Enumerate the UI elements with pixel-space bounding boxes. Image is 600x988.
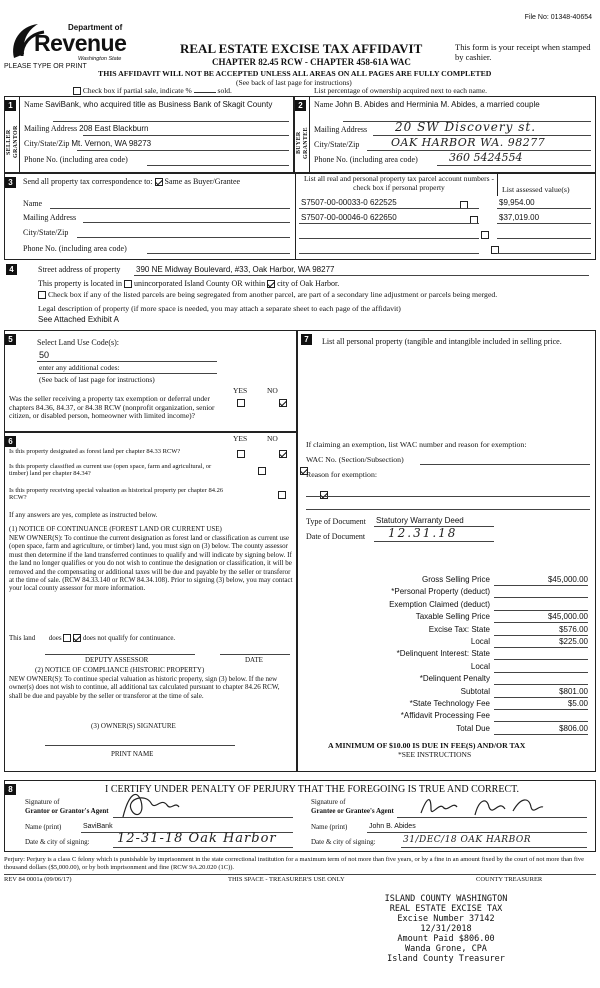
perjury-note: Perjury: Perjury is a class C felony which is punishable by imprisonment in the state correctional institution for a maximum term of not more than five years, or by a fine in an amount fixed by the court of not more than five thousand dollars ($5,000.00), or by both imprisonment and fine (RCW 9A.20.020 (1C)). xyxy=(4,856,584,872)
warning-text: THIS AFFIDAVIT WILL NOT BE ACCEPTED UNLESS ALL AREAS ON ALL PAGES ARE FULLY COMPLETED xyxy=(98,69,492,78)
partial-sale-row xyxy=(73,87,232,96)
buyer-name-label: Name xyxy=(314,100,334,109)
forest-no-checkbox[interactable] xyxy=(279,450,287,458)
calc-label: *Affidavit Processing Fee xyxy=(400,711,490,721)
reason-field[interactable] xyxy=(306,496,590,497)
unincorporated-label: unincorporated Island County OR within xyxy=(133,279,266,288)
section-number-4: 4 xyxy=(6,264,17,275)
same-as-buyer-checkbox[interactable] xyxy=(155,178,163,186)
calc-row xyxy=(298,674,594,686)
treasurer-stamp xyxy=(356,894,536,964)
section-number-2: 2 xyxy=(295,100,306,111)
calc-row xyxy=(298,699,594,711)
calc-row xyxy=(298,612,594,624)
does-not-label: does not xyxy=(82,634,107,642)
parcel-3-value-field[interactable] xyxy=(497,238,591,239)
dor-logo xyxy=(8,20,128,68)
section-property xyxy=(4,262,596,330)
sold-label: sold. xyxy=(217,86,232,95)
calc-value[interactable]: $806.00 xyxy=(494,724,588,735)
s6-yes-header: YES xyxy=(233,434,248,443)
section-number-5: 5 xyxy=(5,334,16,345)
buyer-name-value[interactable]: John B. Abides and Herminia M. Abides, a married couple xyxy=(335,100,540,109)
section-number-8: 8 xyxy=(5,784,16,795)
forest-yes-checkbox[interactable] xyxy=(237,450,245,458)
grantee-date-label: Date & city of signing: xyxy=(311,838,376,846)
see-back-note: (See back of last page for instructions) xyxy=(236,78,352,87)
parcel-1-value[interactable]: $9,954.00 xyxy=(499,198,535,207)
seller-mail-label: Mailing Address xyxy=(24,124,78,133)
seller-name-label: Name xyxy=(24,100,44,109)
seller-mail-row xyxy=(24,124,148,133)
calc-label: *State Technology Fee xyxy=(409,699,490,708)
doc-type-value[interactable]: Statutory Warranty Deed xyxy=(376,516,464,525)
segregated-checkbox[interactable] xyxy=(38,291,46,299)
buyer-phone-value[interactable]: 360 5424554 xyxy=(449,151,523,164)
calc-value[interactable]: $45,000.00 xyxy=(494,575,588,586)
street-value[interactable]: 390 NE Midway Boulevard, #33, Oak Harbor, WA 98277 xyxy=(136,265,335,274)
seller-phone-field[interactable] xyxy=(147,165,289,166)
buyer-mail-label: Mailing Address xyxy=(314,125,368,134)
assessed-value-header: List assessed value(s) xyxy=(502,185,570,194)
grantee-sig-label-b: Grantee or Grantee's Agent xyxy=(311,807,394,815)
calc-label: Local xyxy=(470,661,490,671)
assessor-date-label: DATE xyxy=(245,656,263,664)
parcel-2-number[interactable]: S7507-00-00046-0 622650 xyxy=(301,213,397,222)
form-subtitle: CHAPTER 82.45 RCW - CHAPTER 458-61A WAC xyxy=(212,57,411,67)
compliance-title: (2) NOTICE OF COMPLIANCE (HISTORIC PROPERTY) xyxy=(35,666,205,674)
does-not-checkbox[interactable] xyxy=(73,634,81,642)
qualify-label: qualify for continuance. xyxy=(108,634,176,642)
section-seller xyxy=(4,96,294,173)
grantee-print-value[interactable]: John B. Abides xyxy=(369,823,416,830)
receipt-note: This form is your receipt when stamped by cashier. xyxy=(455,42,591,62)
parcel-2-value[interactable]: $37,019.00 xyxy=(499,213,540,222)
please-type: PLEASE TYPE OR PRINT xyxy=(4,63,87,70)
stamp-line: 12/31/2018 xyxy=(420,924,472,935)
segregated-label: Check box if any of the listed parcels are being segregated from another parcel, are part of a secondary line adjustment or parcels being merged. xyxy=(47,290,498,299)
corr-phone-label: Phone No. (including area code) xyxy=(23,244,127,253)
calc-row xyxy=(298,575,594,587)
historic-question: Is this property receiving special valuation as historical property per chapter 84.26 RCW? xyxy=(9,487,224,502)
wac-field[interactable] xyxy=(420,464,590,465)
calc-row xyxy=(298,724,594,736)
s6-no-header: NO xyxy=(267,434,278,443)
send-to-label: Send all property tax correspondence to: xyxy=(23,177,153,186)
section-number-6: 6 xyxy=(5,436,16,447)
parcel-3-number-field[interactable] xyxy=(299,238,479,239)
city-checkbox[interactable] xyxy=(267,280,275,288)
current-use-yes-checkbox[interactable] xyxy=(258,467,266,475)
calc-label: *Delinquent Interest: State xyxy=(396,649,490,659)
calc-value[interactable] xyxy=(494,649,588,660)
send-to-row xyxy=(23,177,240,186)
see-instructions-note: *SEE INSTRUCTIONS xyxy=(398,750,472,759)
this-land-label: This land xyxy=(9,634,36,642)
section-personal-property xyxy=(297,330,596,772)
calc-label: Taxable Selling Price xyxy=(415,612,490,622)
legal-value[interactable]: See Attached Exhibit A xyxy=(38,315,119,324)
partial-sale-checkbox[interactable] xyxy=(73,87,81,95)
does-checkbox[interactable] xyxy=(63,634,71,642)
buyer-city-label: City/State/Zip xyxy=(314,140,360,149)
file-number: File No: 01348-40654 xyxy=(524,14,592,21)
seller-name-row xyxy=(24,100,289,109)
partial-sale-label: Check box if partial sale, indicate % xyxy=(82,86,192,95)
grantor-print-label: Name (print) xyxy=(25,823,62,831)
calc-value[interactable]: $801.00 xyxy=(494,687,588,698)
s5-no-header: NO xyxy=(267,386,278,395)
additional-codes-label: enter any additional codes: xyxy=(39,363,120,372)
grantor-date-label: Date & city of signing: xyxy=(25,838,90,846)
land-use-see-back: (See back of last page for instructions) xyxy=(39,375,155,384)
logo-state: Washington State xyxy=(78,56,122,62)
additional-codes-field[interactable] xyxy=(37,373,217,374)
section-buyer xyxy=(294,96,596,173)
calc-row xyxy=(298,625,594,637)
seller-phone-label: Phone No. (including area code) xyxy=(24,155,128,164)
calc-row xyxy=(298,687,594,699)
compliance-body: NEW OWNER(S): To continue special valuation as historic property, sign (3) below. If the new owner(s) does not wish to continue, all additional tax calculated pursuant to chapter 84.26 RCW, shall be due and payable by the seller or transferor at the time of sale. xyxy=(9,675,280,700)
owner-print-name-field[interactable] xyxy=(45,745,235,746)
corr-name-label: Name xyxy=(23,199,43,208)
calc-label: Local xyxy=(470,637,490,646)
calc-value[interactable]: $225.00 xyxy=(494,637,588,648)
grantor-date-value[interactable]: 12-31-18 Oak Harbor xyxy=(117,831,277,846)
section-number-3: 3 xyxy=(5,177,16,188)
calc-row xyxy=(298,649,594,661)
grantor-signature-icon[interactable] xyxy=(115,787,185,821)
parcel-4-number-field[interactable] xyxy=(299,253,479,254)
section-designations xyxy=(4,432,297,772)
calc-label: *Personal Property (deduct) xyxy=(391,587,490,597)
section-land-use xyxy=(4,330,297,432)
corr-city-field[interactable] xyxy=(77,237,290,238)
parcel-4-value-field[interactable] xyxy=(497,253,591,254)
corr-city-label: City/State/Zip xyxy=(23,228,69,237)
calc-value[interactable]: $5.00 xyxy=(494,699,588,710)
doc-date-label: Date of Document xyxy=(306,532,366,541)
calc-row xyxy=(298,711,594,723)
grantee-sig-label-a: Signature of xyxy=(311,798,346,806)
print-name-label: PRINT NAME xyxy=(111,750,154,758)
wac-label: WAC No. (Section/Subsection) xyxy=(306,455,404,464)
parcel-1-number[interactable]: S7507-00-00033-0 622525 xyxy=(301,198,397,207)
assessor-date-field[interactable] xyxy=(220,654,290,655)
seller-city-row xyxy=(24,139,151,148)
s5-no-checkbox[interactable] xyxy=(279,399,287,407)
doc-date-value[interactable]: 12.31.18 xyxy=(388,526,458,540)
calc-value[interactable] xyxy=(494,662,588,673)
buyer-city-value[interactable]: OAK HARBOR WA. 98277 xyxy=(391,136,546,149)
calc-row xyxy=(298,637,594,649)
calc-value[interactable]: $45,000.00 xyxy=(494,612,588,623)
stamp-line: ISLAND COUNTY WASHINGTON xyxy=(384,894,508,904)
deputy-assessor-label: DEPUTY ASSESSOR xyxy=(85,656,149,664)
located-row xyxy=(38,279,339,288)
calc-value[interactable] xyxy=(494,600,588,611)
grantee-date-value[interactable]: 31/DEC/18 OAK HARBOR xyxy=(403,835,532,845)
calc-label: Total Due xyxy=(456,723,490,733)
calc-value[interactable] xyxy=(494,711,588,722)
corr-phone-field[interactable] xyxy=(147,253,290,254)
treasurer-use-only: THIS SPACE - TREASURER'S USE ONLY xyxy=(228,876,345,883)
buyer-phone-label: Phone No. (including area code) xyxy=(314,155,418,164)
s5-yes-checkbox[interactable] xyxy=(237,399,245,407)
seller-name-value[interactable]: SaviBank, who acquired title as Business Bank of Skagit County xyxy=(45,100,273,109)
grantor-sig-label-a: Signature of xyxy=(25,798,60,806)
calc-row xyxy=(298,587,594,599)
grantee-print-label: Name (print) xyxy=(311,823,348,831)
unincorporated-checkbox[interactable] xyxy=(124,280,132,288)
form-revision: REV 84 0001a (09/06/17) xyxy=(4,876,72,883)
seller-city-label: City/State/Zip xyxy=(24,139,70,148)
reason-line-2 xyxy=(306,509,590,510)
calc-label: Exemption Claimed (deduct) xyxy=(389,599,490,609)
corr-mail-field[interactable] xyxy=(83,222,290,223)
minimum-fee-note: A MINIMUM OF $10.00 IS DUE IN FEE(S) AND/OR TAX xyxy=(328,741,526,750)
calc-value[interactable]: $576.00 xyxy=(494,625,588,636)
buyer-mail-value[interactable]: 20 SW Discovery st. xyxy=(395,120,537,134)
calc-value[interactable] xyxy=(494,587,588,598)
calc-value[interactable] xyxy=(494,674,588,685)
calc-label: Excise Tax: State xyxy=(428,624,490,634)
s5-yes-header: YES xyxy=(233,386,248,395)
personal-property-label: List all personal property (tangible and intangible included in selling price. xyxy=(322,337,562,346)
logo-department: Department of xyxy=(68,23,123,32)
form-title: REAL ESTATE EXCISE TAX AFFIDAVIT xyxy=(180,41,423,56)
section-correspondence xyxy=(4,173,596,260)
grantor-print-value[interactable]: SaviBank xyxy=(83,823,113,830)
stamp-line: Island County Treasurer xyxy=(387,954,505,965)
if-yes-note: If any answers are yes, complete as instructed below. xyxy=(9,511,158,519)
deputy-assessor-signature[interactable] xyxy=(45,654,195,655)
calc-row xyxy=(298,662,594,674)
calc-row xyxy=(298,600,594,612)
claim-exemption-label: If claiming an exemption, list WAC number and reason for exemption: xyxy=(306,440,527,449)
seller-mail-value[interactable]: 208 East Blackburn xyxy=(79,124,149,133)
calc-label: Subtotal xyxy=(460,686,490,696)
land-use-label: Select Land Use Code(s): xyxy=(37,338,119,347)
logo-revenue: Revenue xyxy=(34,30,127,56)
this-land-row xyxy=(9,634,175,642)
county-treasurer-label: COUNTY TREASURER xyxy=(476,876,543,883)
current-use-question: Is this property classified as current use (open space, farm and agricultural, or timber) land per chapter 84.34? xyxy=(9,463,212,478)
buyer-grantee-label: BUYER GRANTEE xyxy=(296,127,309,159)
legal-label: Legal description of property (if more space is needed, you may attach a separate sheet to each page of the affidavit) xyxy=(38,304,401,313)
same-as-buyer-label: Same as Buyer/Grantee xyxy=(164,177,241,186)
land-use-code[interactable]: 50 xyxy=(39,350,50,360)
section-number-1: 1 xyxy=(5,100,16,111)
parcel-header: List all real and personal property tax parcel account numbers - check box if personal property xyxy=(304,174,494,192)
reason-label: Reason for exemption: xyxy=(306,470,378,479)
does-label: does xyxy=(48,634,62,642)
ownership-note: List percentage of ownership acquired next to each name. xyxy=(314,86,488,95)
parcel-3-personal-checkbox[interactable] xyxy=(481,231,489,239)
grantee-signature-icon[interactable] xyxy=(417,793,547,819)
continuance-title: (1) NOTICE OF CONTINUANCE (FOREST LAND OR CURRENT USE) xyxy=(9,525,222,533)
seller-city-value[interactable]: Mt. Vernon, WA 98273 xyxy=(71,139,152,148)
stamp-line: Excise Number 37142 xyxy=(397,914,495,925)
stamp-line: REAL ESTATE EXCISE TAX xyxy=(389,904,503,915)
corr-mail-label: Mailing Address xyxy=(23,213,77,222)
city-of-label: city of Oak Harbor. xyxy=(277,279,340,288)
street-label: Street address of property xyxy=(38,265,121,274)
section-certification xyxy=(4,780,596,852)
segregated-row xyxy=(38,291,497,300)
historic-yes-checkbox[interactable] xyxy=(278,491,286,499)
calc-label: Gross Selling Price xyxy=(421,575,490,584)
corr-name-field[interactable] xyxy=(50,208,290,209)
owner-signature-label: (3) OWNER(S) SIGNATURE xyxy=(91,722,176,730)
located-label: This property is located in xyxy=(38,279,122,288)
certify-statement: I CERTIFY UNDER PENALTY OF PERJURY THAT THE FOREGOING IS TRUE AND CORRECT. xyxy=(105,784,519,795)
stamp-line: Amount Paid $806.00 xyxy=(397,934,495,945)
stamp-line: Wanda Grone, CPA xyxy=(405,944,487,955)
partial-sale-percent-field[interactable] xyxy=(194,92,216,93)
calc-label: *Delinquent Penalty xyxy=(419,674,490,684)
continuance-body: NEW OWNER(S): To continue the current designation as forest land or classification as current use (open space, farm and agriculture, or timber) land, you must sign on (3) below. The county assessor must then determine if the land transferred continues to qualify and will indicate by signing below. If the land no longer qualifies or you do not wish to continue the designation or classification, it will be removed and the compensating or additional taxes will be due and payable by the seller or transferor at the time of sale. (RCW 84.33.140 or RCW 84.34.108). Prior to signing (3) below, you may contact your local county assessor for more information. xyxy=(9,534,293,593)
exemption-question: Was the seller receiving a property tax exemption or deferral under chapters 84.36, 84.37, or 84.38 RCW (nonprofit organization, senior citizen, or disabled person, homeowner with limited income)? xyxy=(9,394,215,421)
seller-grantor-label: SELLER GRANTOR xyxy=(6,125,19,159)
buyer-name-row xyxy=(314,100,592,109)
section-number-7: 7 xyxy=(301,334,312,345)
grantor-sig-label-b: Grantor or Grantor's Agent xyxy=(25,807,109,815)
forest-land-question: Is this property designated as forest land per chapter 84.33 RCW? xyxy=(9,448,181,455)
doc-type-label: Type of Document xyxy=(306,517,366,526)
